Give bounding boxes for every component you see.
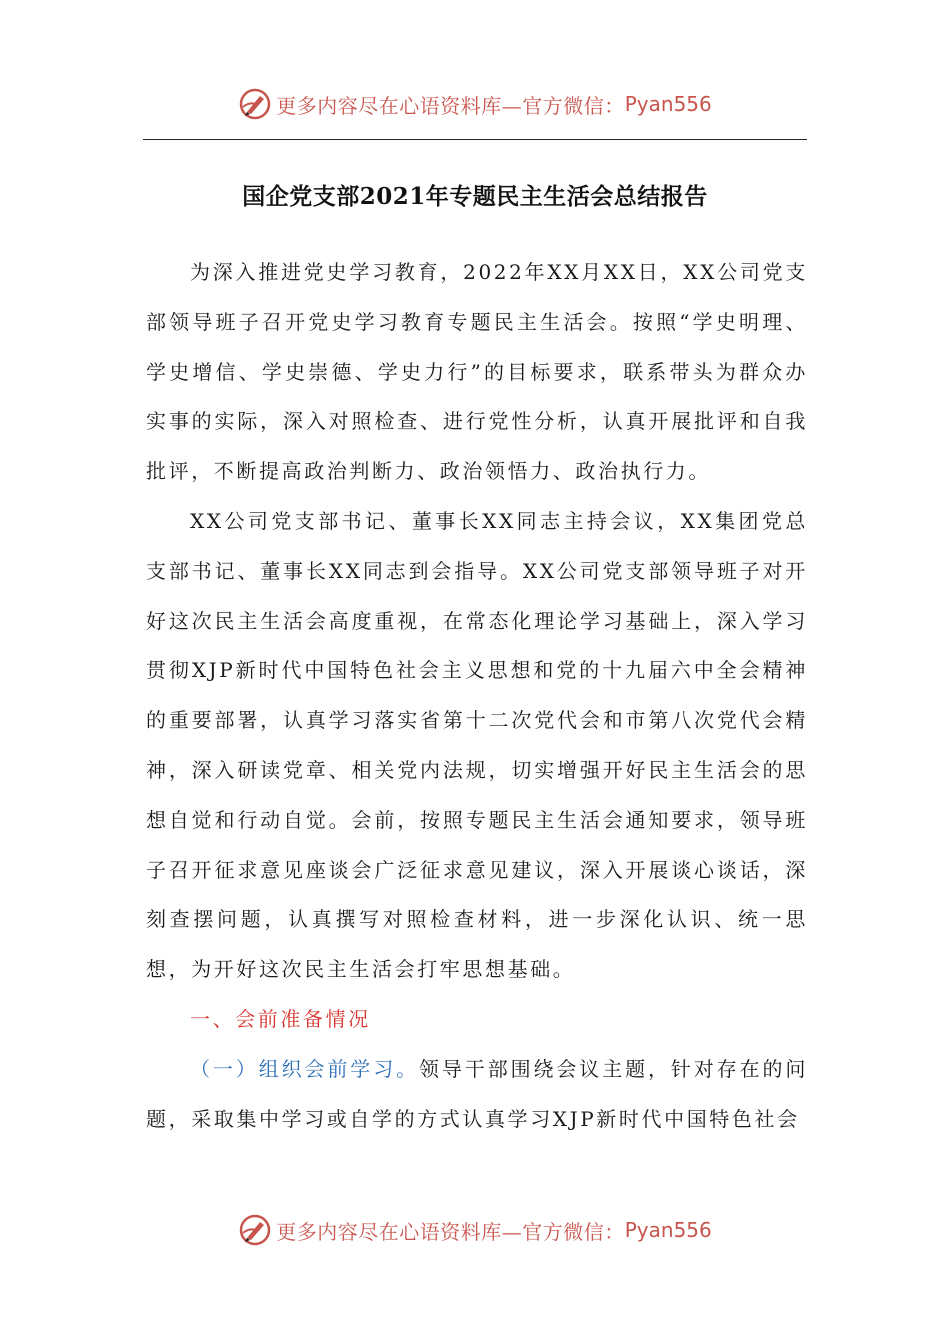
banner-wechat-id: Pyan556 — [624, 1218, 712, 1242]
subsection-heading: （一）组织会前学习。 — [190, 1056, 419, 1081]
subsection-paragraph — [146, 1045, 808, 1145]
banner-text: 更多内容尽在心语资料库—官方微信： — [276, 93, 625, 118]
header-divider — [143, 139, 807, 140]
document-body — [146, 248, 808, 1144]
section-heading: 一、会前准备情况 — [190, 1006, 371, 1031]
banner-text: 更多内容尽在心语资料库—官方微信： — [276, 1219, 625, 1244]
pen-logo-icon — [238, 1213, 272, 1247]
banner-wechat-id: Pyan556 — [624, 92, 712, 116]
subsection-text: 领导干部围绕会议主题，针对存在的问题，采取集中学习或自学的方式认真学习XJP新时代中国特色社会 — [146, 1056, 808, 1131]
footer-banner — [0, 1208, 950, 1252]
header-banner — [0, 82, 950, 126]
paragraph-meeting: XX公司党支部书记、董事长XX同志主持会议，XX集团党总支部书记、董事长XX同志到会指导。XX公司党支部领导班子对开好这次民主生活会高度重视，在常态化理论学习基础上，深入学习贯彻XJP新时代中国特色社会主义思想和党的十九届六中全会精神的重要部署，认真学习落实省第十二次党代会和市第八次党代会精神，深入研读党章、相关党内法规，切实增强开好民主生活会的思想自觉和行动自觉。会前，按照专题民主生活会通知要求，领导班子召开征求意见座谈会广泛征求意见建议，深入开展谈心谈话，深刻查摆问题，认真撰写对照检查材料，进一步深化认识、统一思想，为开好这次民主生活会打牢思想基础。 — [146, 508, 808, 982]
pen-logo-icon — [238, 87, 272, 121]
paragraph-intro: 为深入推进党史学习教育，2022年XX月XX日，XX公司党支部领导班子召开党史学习教育专题民主生活会。按照“学史明理、学史增信、学史崇德、学史力行”的目标要求，联系带头为群众办实事的实际，深入对照检查、进行党性分析，认真开展批评和自我批评，不断提高政治判断力、政治领悟力、政治执行力。 — [146, 260, 808, 484]
document-title: 国企党支部2021年专题民主生活会总结报告 — [242, 183, 708, 210]
